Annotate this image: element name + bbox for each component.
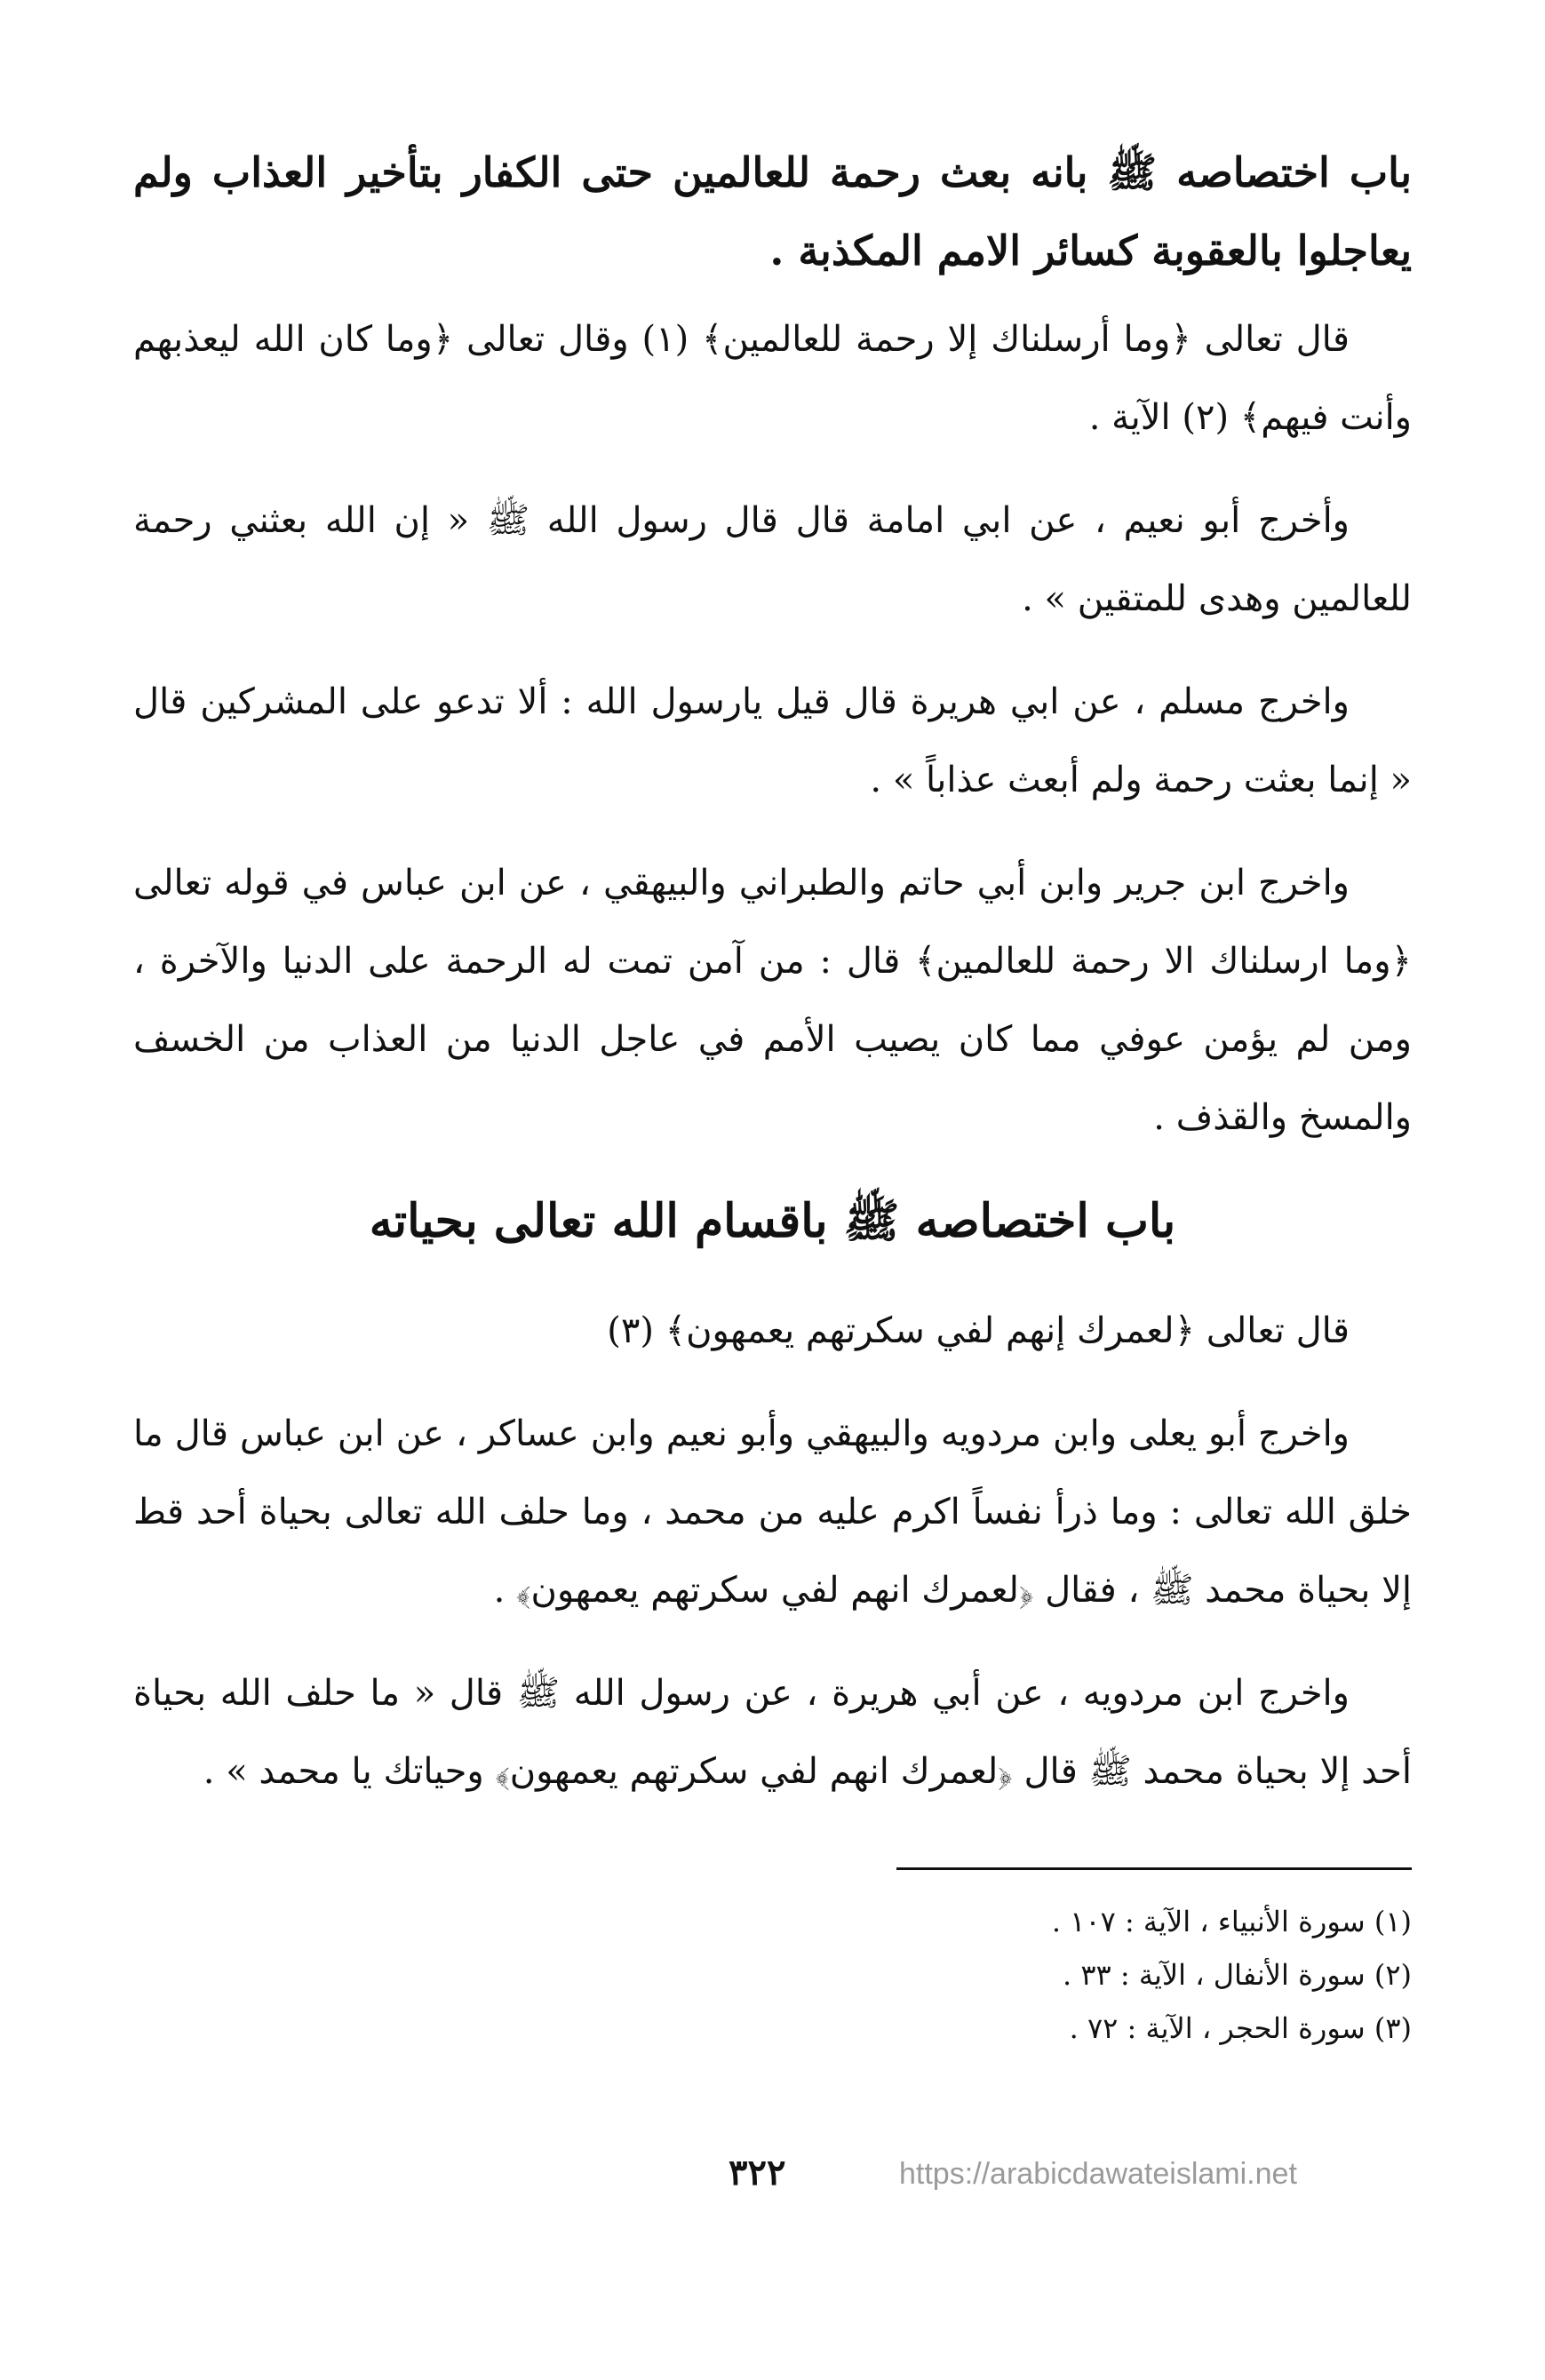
footnote-divider: [896, 1867, 1412, 1870]
paragraph-abu-yala: واخرج أبو يعلى وابن مردويه والبيهقي وأبو نعيم وابن عساكر ، عن ابن عباس قال ما خلق الله تعالى : وما ذرأ نفساً اكرم عليه من محمد ، وما حلف الله تعالى بحياة أحد قط إلا بحياة محمد ﷺ ، فقال ﴿لعمرك انهم لفي سكرتهم يعمهون﴾ .: [133, 1413, 1412, 1611]
paragraph-quran-verses: قال تعالى ﴿وما أرسلناك إلا رحمة للعالمين﴾ (١) وقال تعالى ﴿وما كان الله ليعذبهم وأنت فيهم﴾ (٢) الآية .: [133, 319, 1412, 438]
paragraph-quran-la-amruka: قال تعالى ﴿لعمرك إنهم لفي سكرتهم يعمهون﴾ (٣): [607, 1310, 1350, 1351]
footnote-1: (١) سورة الأنبياء ، الآية : ١٠٧ .: [1051, 1905, 1412, 1938]
paragraph-muslim: واخرج مسلم ، عن ابي هريرة قال قيل يارسول الله : ألا تدعو على المشركين قال « إنما بعثت رحمة ولم أبعث عذاباً » .: [133, 681, 1412, 800]
page-number: ٣٢٢: [729, 2152, 786, 2193]
paragraph-ibn-marduyah: واخرج ابن مردويه ، عن أبي هريرة ، عن رسول الله ﷺ قال « ما حلف الله بحياة أحد إلا بحياة محمد ﷺ قال ﴿لعمرك انهم لفي سكرتهم يعمهون﴾ وحياتك يا محمد » .: [133, 1673, 1412, 1792]
page-footer: [0, 2152, 1545, 2205]
watermark-url: https://arabicdawateislami.net: [899, 2157, 1297, 2191]
chapter-heading-mercy: باب اختصاصه ﷺ بانه بعث رحمة للعالمين حتى الكفار بتأخير العذاب ولم يعاجلوا بالعقوبة كسائر الامم المكذبة .: [133, 148, 1412, 275]
footnote-2: (٢) سورة الأنفال ، الآية : ٣٣ .: [1062, 1958, 1412, 1992]
paragraph-abu-nuaym: وأخرج أبو نعيم ، عن ابي امامة قال قال رسول الله ﷺ « إن الله بعثني رحمة للعالمين وهدى للمتقين » .: [133, 500, 1412, 619]
footnote-3: (٣) سورة الحجر ، الآية : ٧٢ .: [1069, 2011, 1412, 2045]
chapter-heading-oath: باب اختصاصه ﷺ باقسام الله تعالى بحياته: [369, 1194, 1176, 1248]
paragraph-ibn-jarir: واخرج ابن جرير وابن أبي حاتم والطبراني والبيهقي ، عن ابن عباس في قوله تعالى ﴿وما ارسلناك الا رحمة للعالمين﴾ قال : من آمن تمت له الرحمة على الدنيا والآخرة ، ومن لم يؤمن عوفي مما كان يصيب الأمم في عاجل الدنيا من العذاب من الخسف والمسخ والقذف .: [133, 863, 1412, 1138]
